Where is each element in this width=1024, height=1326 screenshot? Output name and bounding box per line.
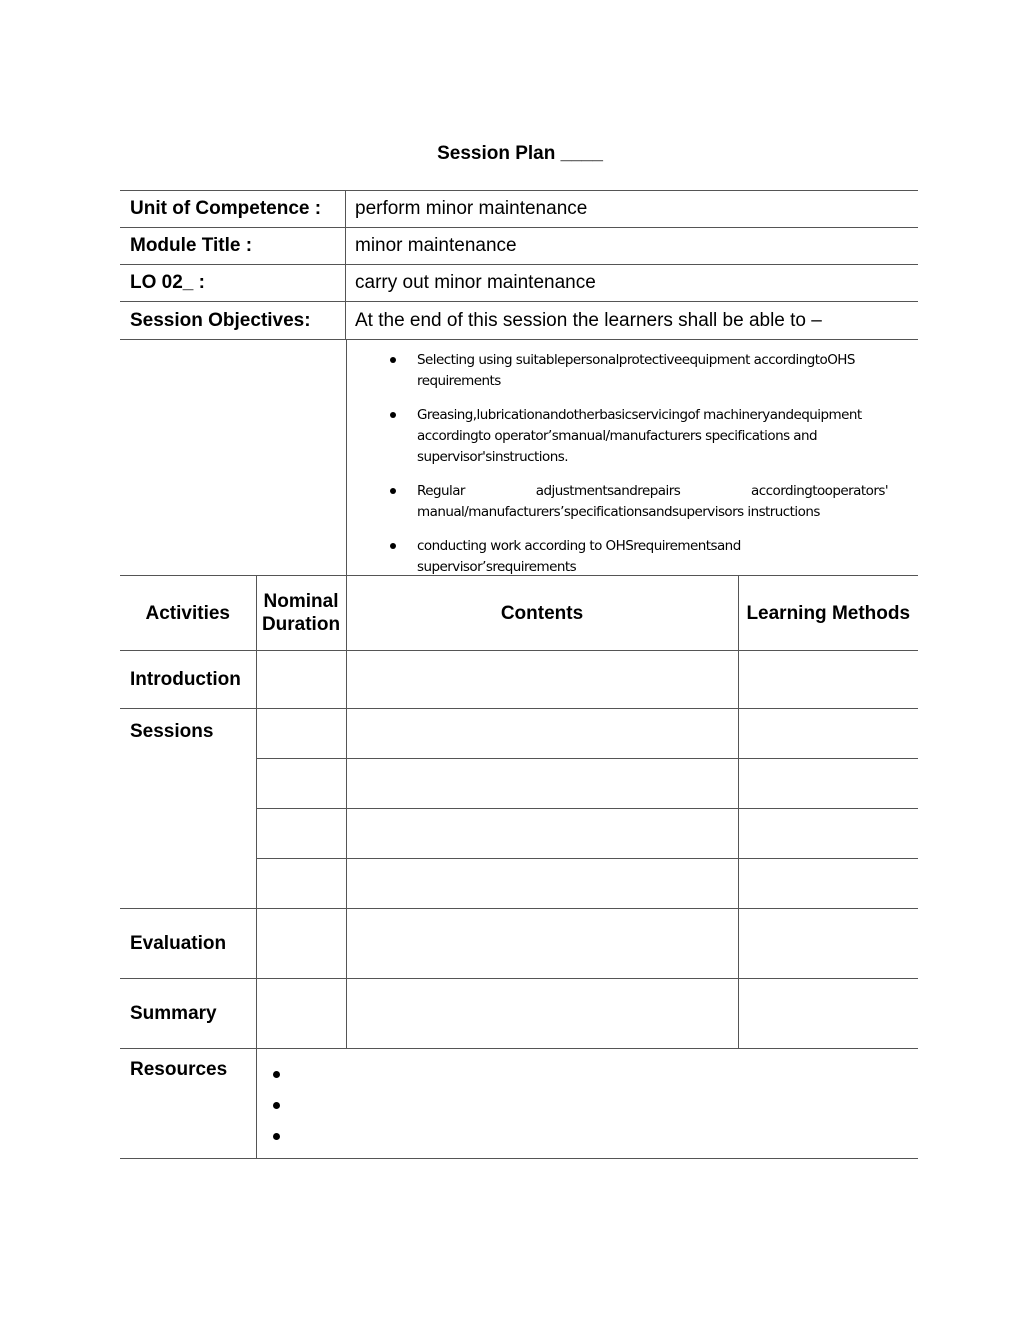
- col-duration: Nominal Duration: [256, 576, 346, 651]
- col-activities: Activities: [120, 576, 256, 651]
- sessions-contents-cell: [346, 809, 738, 859]
- evaluation-methods-cell: [738, 909, 918, 979]
- objective-item: Selecting using suitablepersonalprotectiveequipment accordingtoOHS requirements: [387, 350, 888, 392]
- summary-duration-cell: [256, 979, 346, 1049]
- sessions-contents-cell: [346, 859, 738, 909]
- lo-row: [120, 265, 918, 302]
- summary-row: [120, 979, 918, 1049]
- evaluation-label: Evaluation: [120, 909, 256, 979]
- unit-label: Unit of Competence :: [120, 191, 346, 227]
- unit-value: perform minor maintenance: [355, 198, 588, 219]
- sessions-methods-cell: [738, 809, 918, 859]
- col-methods: Learning Methods: [738, 576, 918, 651]
- objectives-list-row: [120, 340, 918, 576]
- evaluation-row: [120, 909, 918, 979]
- module-row: [120, 228, 918, 265]
- introduction-duration-cell: [256, 651, 346, 709]
- sessions-row: [120, 709, 918, 759]
- sessions-duration-cell: [256, 709, 346, 759]
- objective-item: Regular adjustmentsandrepairs accordingtooperators' manual/manufacturers’specificationsandsupervisors instructions: [387, 481, 888, 523]
- resource-bullet: [271, 1096, 919, 1127]
- header-table: [120, 190, 918, 576]
- resource-bullet: [271, 1065, 919, 1096]
- session-grid: [120, 575, 918, 1159]
- sessions-methods-cell: [738, 709, 918, 759]
- col-contents: Contents: [346, 576, 738, 651]
- lo-value: carry out minor maintenance: [355, 272, 596, 293]
- objective-item: conducting work according to OHSrequirementsand supervisor’srequirements: [387, 536, 888, 578]
- objectives-value: At the end of this session the learners shall be able to –: [355, 309, 822, 331]
- resources-cell: [256, 1049, 918, 1159]
- sessions-duration-cell: [256, 809, 346, 859]
- objectives-row: [120, 302, 918, 340]
- objectives-label: Session Objectives:: [120, 302, 346, 339]
- introduction-label: Introduction: [120, 651, 256, 709]
- sessions-contents-cell: [346, 759, 738, 809]
- module-label: Module Title :: [120, 228, 346, 264]
- introduction-methods-cell: [738, 651, 918, 709]
- sessions-contents-cell: [346, 709, 738, 759]
- resources-row: [120, 1049, 918, 1159]
- summary-label: Summary: [120, 979, 256, 1049]
- evaluation-contents-cell: [346, 909, 738, 979]
- summary-contents-cell: [346, 979, 738, 1049]
- column-header-row: [120, 576, 918, 651]
- summary-methods-cell: [738, 979, 918, 1049]
- sessions-methods-cell: [738, 759, 918, 809]
- page-title: Session Plan ____: [437, 143, 603, 164]
- resource-bullet: [271, 1127, 919, 1158]
- resources-list: [257, 1049, 919, 1158]
- objective-item: Greasing,lubricationandotherbasicservicingof machineryandequipment accordingto operator’smanual/manufacturers specifications and supervisor'sinstructions.: [387, 405, 888, 468]
- sessions-duration-cell: [256, 759, 346, 809]
- objectives-list-empty-cell: [120, 340, 347, 575]
- sessions-methods-cell: [738, 859, 918, 909]
- unit-row: [120, 191, 918, 228]
- module-value: minor maintenance: [355, 235, 517, 256]
- evaluation-duration-cell: [256, 909, 346, 979]
- objectives-list: [347, 340, 918, 575]
- introduction-contents-cell: [346, 651, 738, 709]
- lo-label: LO 02_ :: [120, 265, 346, 301]
- sessions-label: Sessions: [120, 709, 256, 909]
- introduction-row: [120, 651, 918, 709]
- resources-label: Resources: [120, 1049, 256, 1159]
- sessions-duration-cell: [256, 859, 346, 909]
